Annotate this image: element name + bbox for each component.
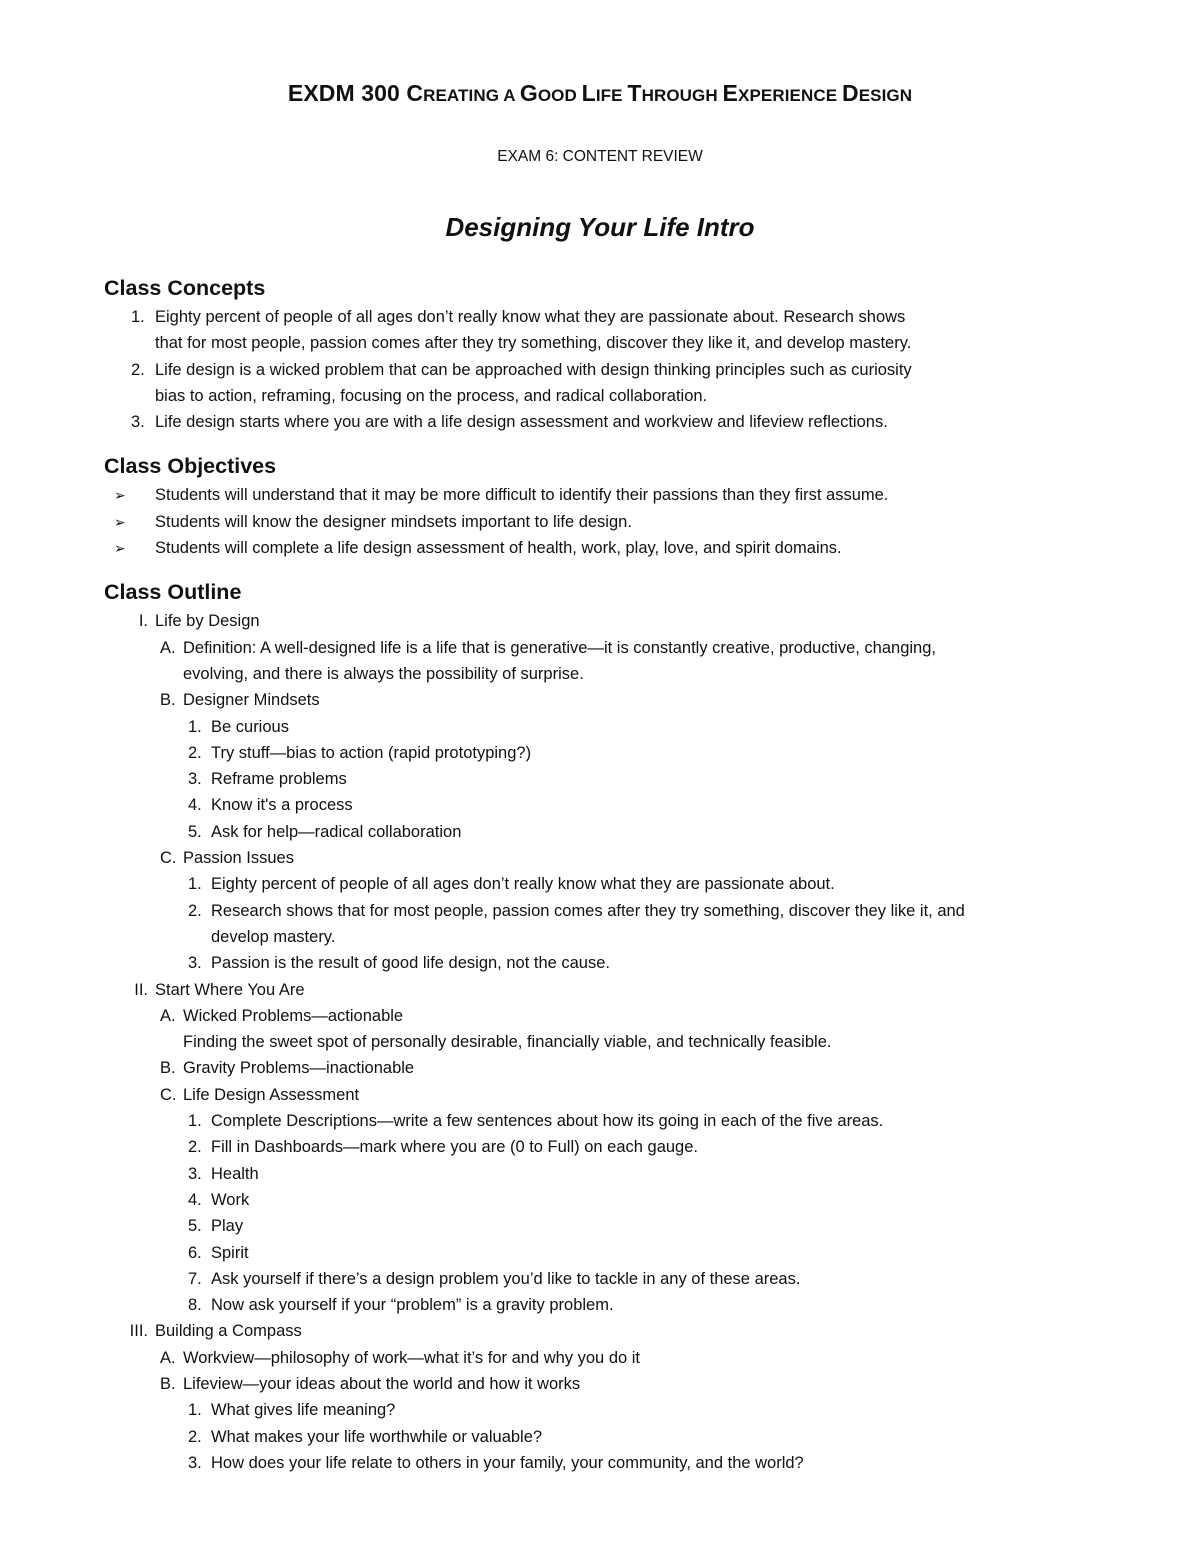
- outline-item: [104, 1266, 1134, 1292]
- outline-text: Definition: A well-designed life is a life that is generative—it is constantly creative, productive, changing,: [183, 638, 936, 657]
- list-item: 1. Eighty percent of people of all ages don’t really know what they are passionate about. Research shows: [104, 304, 1134, 330]
- outline-item: [104, 1240, 1134, 1266]
- outline-marker: 5.: [188, 1217, 202, 1236]
- outline-marker: 3.: [188, 954, 202, 973]
- outline-item: [104, 1345, 1134, 1371]
- outline-item: [104, 1055, 1134, 1081]
- list-item: 2. Life design is a wicked problem that can be approached with design thinking principles such as curiosity: [104, 357, 1134, 383]
- list-marker: 1.: [131, 308, 145, 326]
- outline-marker: 6.: [188, 1243, 202, 1262]
- arrow-bullet-icon: ➢: [114, 513, 126, 530]
- outline-item: [104, 1213, 1134, 1239]
- outline-item: [104, 950, 1134, 976]
- outline-text: Life Design Assessment: [183, 1085, 360, 1104]
- outline-item: [104, 977, 1134, 1003]
- outline-marker: A.: [160, 1006, 176, 1025]
- outline-text: Reframe problems: [211, 770, 347, 789]
- outline-text: evolving, and there is always the possibility of surprise.: [183, 664, 584, 683]
- outline-text: Life by Design: [155, 612, 260, 631]
- objectives-list: [104, 482, 1134, 561]
- outline-marker: 3.: [188, 1453, 202, 1472]
- outline-text: Now ask yourself if your “problem” is a gravity problem.: [211, 1296, 614, 1315]
- outline-item: [104, 1108, 1134, 1134]
- outline-marker: I.: [138, 612, 148, 631]
- outline-marker: 2.: [188, 901, 202, 920]
- outline-text: Health: [211, 1164, 259, 1183]
- outline-marker: C.: [160, 849, 177, 868]
- outline-item: [104, 1161, 1134, 1187]
- list-item: 3. Life design starts where you are with a life design assessment and workview and lifeview reflections.: [104, 409, 1134, 435]
- outline-item: [104, 1450, 1134, 1476]
- outline-text: Wicked Problems—actionable: [183, 1006, 404, 1025]
- arrow-bullet-icon: ➢: [114, 540, 126, 557]
- outline-item: [104, 1003, 1134, 1029]
- outline-marker: 4.: [188, 1190, 202, 1209]
- outline-marker: 4.: [188, 796, 202, 815]
- list-item-continuation: bias to action, reframing, focusing on the process, and radical collaboration.: [155, 386, 708, 405]
- outline-text: Finding the sweet spot of personally desirable, financially viable, and technically feasible.: [183, 1033, 832, 1052]
- outline-item: [104, 1424, 1134, 1450]
- outline-item: [104, 687, 1134, 713]
- outline-item: [104, 714, 1134, 740]
- list-item: ➢ Students will complete a life design assessment of health, work, play, love, and spirit domains.: [104, 535, 1134, 561]
- outline-marker: 1.: [188, 717, 202, 736]
- outline-text: Lifeview—your ideas about the world and how it works: [183, 1374, 581, 1393]
- outline-text: Gravity Problems—inactionable: [183, 1059, 415, 1078]
- outline-marker: III.: [129, 1322, 148, 1341]
- outline-text: Play: [211, 1217, 244, 1236]
- outline-item: [104, 608, 1134, 634]
- outline-marker: 3.: [188, 770, 202, 789]
- outline-item: [104, 1082, 1134, 1108]
- outline-item: [104, 1134, 1134, 1160]
- outline-text: Workview—philosophy of work—what it’s for and why you do it: [183, 1348, 641, 1367]
- outline-item: [104, 871, 1134, 897]
- outline-item: [104, 740, 1134, 766]
- outline-marker: 2.: [188, 1138, 202, 1157]
- list-item: ➢ Students will know the designer mindsets important to life design.: [104, 509, 1134, 535]
- outline-text: Passion Issues: [183, 849, 294, 868]
- course-title: EXDM 300 CREATING A GOOD LIFE THROUGH EXPERIENCE DESIGN: [287, 80, 913, 106]
- outline-text: Research shows that for most people, passion comes after they try something, discover they like it, and: [211, 901, 965, 920]
- outline-marker: 5.: [188, 822, 202, 841]
- outline-text: Ask for help—radical collaboration: [211, 822, 462, 841]
- outline-text: What gives life meaning?: [211, 1401, 396, 1420]
- outline-marker: B.: [160, 691, 176, 710]
- outline-item: [104, 635, 1134, 661]
- outline-item: [104, 1371, 1134, 1397]
- outline-item: [104, 792, 1134, 818]
- list-marker: 3.: [131, 413, 145, 432]
- outline-text: How does your life relate to others in your family, your community, and the world?: [211, 1453, 804, 1472]
- page-heading: Designing Your Life Intro: [445, 212, 755, 242]
- list-marker: 2.: [131, 360, 145, 379]
- outline-text: Fill in Dashboards—mark where you are (0 to Full) on each gauge.: [211, 1138, 698, 1157]
- outline-marker: 2.: [188, 1427, 202, 1446]
- outline-marker: A.: [160, 638, 176, 657]
- outline-item: [104, 1292, 1134, 1318]
- outline-heading: Class Outline: [104, 580, 242, 605]
- outline-item: [104, 845, 1134, 871]
- outline-text: Start Where You Are: [155, 980, 305, 999]
- outline-item: [104, 898, 1134, 924]
- outline-list: [104, 608, 1134, 1476]
- outline-item: [104, 1318, 1134, 1344]
- outline-marker: B.: [160, 1374, 176, 1393]
- outline-marker: II.: [134, 980, 148, 999]
- outline-marker: 1.: [188, 1112, 202, 1131]
- outline-text: Designer Mindsets: [183, 691, 320, 710]
- outline-text: Spirit: [211, 1243, 249, 1262]
- outline-text: Complete Descriptions—write a few sentences about how its going in each of the five areas.: [211, 1112, 884, 1131]
- concepts-heading: Class Concepts: [104, 276, 266, 300]
- outline-item: [104, 766, 1134, 792]
- outline-item-continuation: [104, 924, 1134, 950]
- outline-text: What makes your life worthwhile or valuable?: [211, 1427, 543, 1446]
- exam-subtitle: EXAM 6: CONTENT REVIEW: [497, 148, 703, 165]
- concepts-list: [104, 304, 1134, 435]
- outline-marker: B.: [160, 1059, 176, 1078]
- outline-text: Be curious: [211, 717, 289, 736]
- arrow-bullet-icon: ➢: [114, 487, 126, 504]
- outline-text: Work: [211, 1190, 250, 1209]
- outline-marker: C.: [160, 1085, 177, 1104]
- outline-marker: 1.: [188, 1401, 202, 1420]
- outline-text: Building a Compass: [155, 1322, 302, 1341]
- outline-marker: 8.: [188, 1296, 202, 1315]
- outline-text: Ask yourself if there’s a design problem you’d like to tackle in any of these areas.: [211, 1269, 801, 1288]
- outline-marker: A.: [160, 1348, 176, 1367]
- outline-text: Try stuff—bias to action (rapid prototyping?): [211, 743, 532, 762]
- outline-item: [104, 819, 1134, 845]
- outline-marker: 7.: [188, 1269, 202, 1288]
- outline-marker: 1.: [188, 875, 202, 894]
- outline-item-continuation: [104, 661, 1134, 687]
- list-item: ➢ Students will understand that it may be more difficult to identify their passions than they first assume.: [104, 482, 1134, 508]
- document-body: [104, 272, 1134, 1476]
- outline-item: [104, 1397, 1134, 1423]
- list-item-continuation: that for most people, passion comes after they try something, discover they like it, and develop mastery.: [155, 334, 912, 353]
- outline-item-continuation: [104, 1029, 1134, 1055]
- outline-text: Passion is the result of good life design, not the cause.: [211, 954, 610, 973]
- outline-text: Eighty percent of people of all ages don’t really know what they are passionate about.: [211, 875, 835, 894]
- outline-marker: 2.: [188, 743, 202, 762]
- outline-text: Know it's a process: [211, 796, 353, 815]
- objectives-heading: Class Objectives: [104, 454, 277, 479]
- outline-marker: 3.: [188, 1164, 202, 1183]
- outline-item: [104, 1187, 1134, 1213]
- outline-text: develop mastery.: [211, 927, 336, 946]
